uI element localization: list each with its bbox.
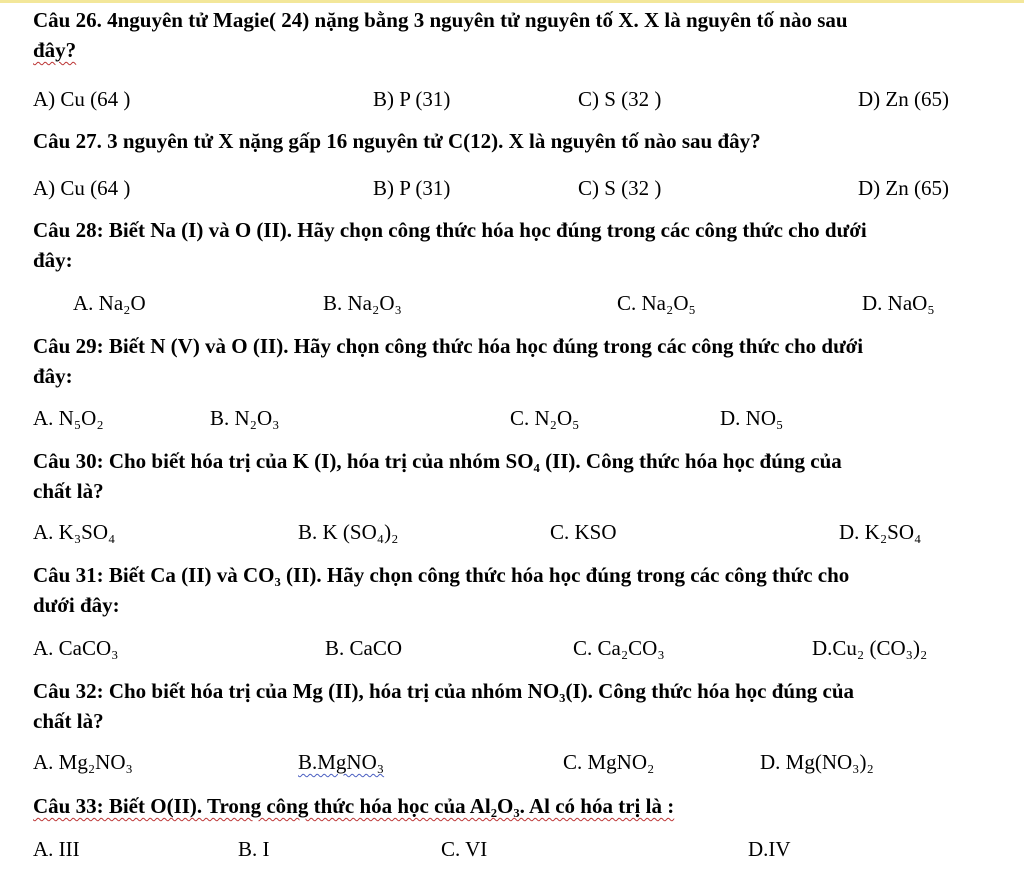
option-d: D) Zn (65) <box>858 176 949 200</box>
option-c: C) S (32 ) <box>578 176 662 200</box>
stem-line: Câu 31: Biết Ca (II) và CO₃ (II). Hãy chọn công thức hóa học đúng trong các công thức cho <box>33 563 850 587</box>
question-stem <box>33 446 842 506</box>
option-d: D. NaO₅ <box>862 291 935 315</box>
option-c: C. VI <box>441 837 488 861</box>
question-stem <box>33 126 761 156</box>
question-stem <box>33 331 863 391</box>
option-a: A. Na₂O <box>73 291 146 315</box>
stem-line: chất là? <box>33 479 104 503</box>
option-b: B. Na₂O₃ <box>323 291 402 315</box>
option-d: D. Mg(NO₃)₂ <box>760 750 874 774</box>
stem-line: Câu 30: Cho biết hóa trị của K (I), hóa trị của nhóm SO₄ (II). Công thức hóa học đúng của <box>33 449 842 473</box>
option-a: A. K₃SO₄ <box>33 520 116 544</box>
option-d: D.IV <box>748 837 791 861</box>
stem-line: đây? <box>33 38 77 62</box>
option-b: B.MgNO₃ <box>298 750 385 774</box>
option-b: B. CaCO <box>325 636 403 660</box>
stem-line: Câu 33: Biết O(II). Trong công thức hóa học của Al₂O₃. Al có hóa trị là : <box>33 794 675 818</box>
question-stem <box>33 560 849 620</box>
option-a: A. Mg₂NO₃ <box>33 750 133 774</box>
question-stem <box>33 676 854 736</box>
stem-line: Câu 28: Biết Na (I) và O (II). Hãy chọn công thức hóa học đúng trong các công thức cho dưới <box>33 218 867 242</box>
option-a: A. N₅O₂ <box>33 406 104 430</box>
stem-line: đây: <box>33 364 73 388</box>
stem-line: Câu 26. 4nguyên tử Magie( 24) nặng bằng 3 nguyên tử nguyên tố X. X là nguyên tố nào sau <box>33 8 848 32</box>
option-d: D. K₂SO₄ <box>839 520 922 544</box>
stem-line: Câu 32: Cho biết hóa trị của Mg (II), hóa trị của nhóm NO₃(I). Công thức hóa học đúng của <box>33 679 855 703</box>
stem-line: dưới đây: <box>33 593 120 617</box>
option-c: C) S (32 ) <box>578 87 662 111</box>
top-highlight-line <box>0 0 1024 3</box>
option-a: A) Cu (64 ) <box>33 87 131 111</box>
option-b: B. K (SO₄)₂ <box>298 520 399 544</box>
option-c: C. KSO <box>550 520 617 544</box>
stem-line: Câu 29: Biết N (V) và O (II). Hãy chọn công thức hóa học đúng trong các công thức cho dưới <box>33 334 864 358</box>
option-b: B) P (31) <box>373 176 451 200</box>
option-c: C. Na₂O₅ <box>617 291 696 315</box>
option-b: B. N₂O₃ <box>210 406 280 430</box>
question-stem <box>33 5 848 65</box>
option-a: A. III <box>33 837 80 861</box>
stem-line: chất là? <box>33 709 104 733</box>
option-d: D.Cu₂ (CO₃)₂ <box>812 636 928 660</box>
option-b: B) P (31) <box>373 87 451 111</box>
option-c: C. Ca₂CO₃ <box>573 636 665 660</box>
option-a: A) Cu (64 ) <box>33 176 131 200</box>
option-c: C. N₂O₅ <box>510 406 580 430</box>
option-a: A. CaCO₃ <box>33 636 119 660</box>
stem-line: đây: <box>33 248 73 272</box>
option-d: D) Zn (65) <box>858 87 949 111</box>
option-b: B. I <box>238 837 270 861</box>
stem-line: Câu 27. 3 nguyên tử X nặng gấp 16 nguyên tử C(12). X là nguyên tố nào sau đây? <box>33 129 761 153</box>
question-stem <box>33 215 867 275</box>
option-d: D. NO₅ <box>720 406 784 430</box>
option-c: C. MgNO₂ <box>563 750 655 774</box>
question-stem <box>33 791 674 821</box>
